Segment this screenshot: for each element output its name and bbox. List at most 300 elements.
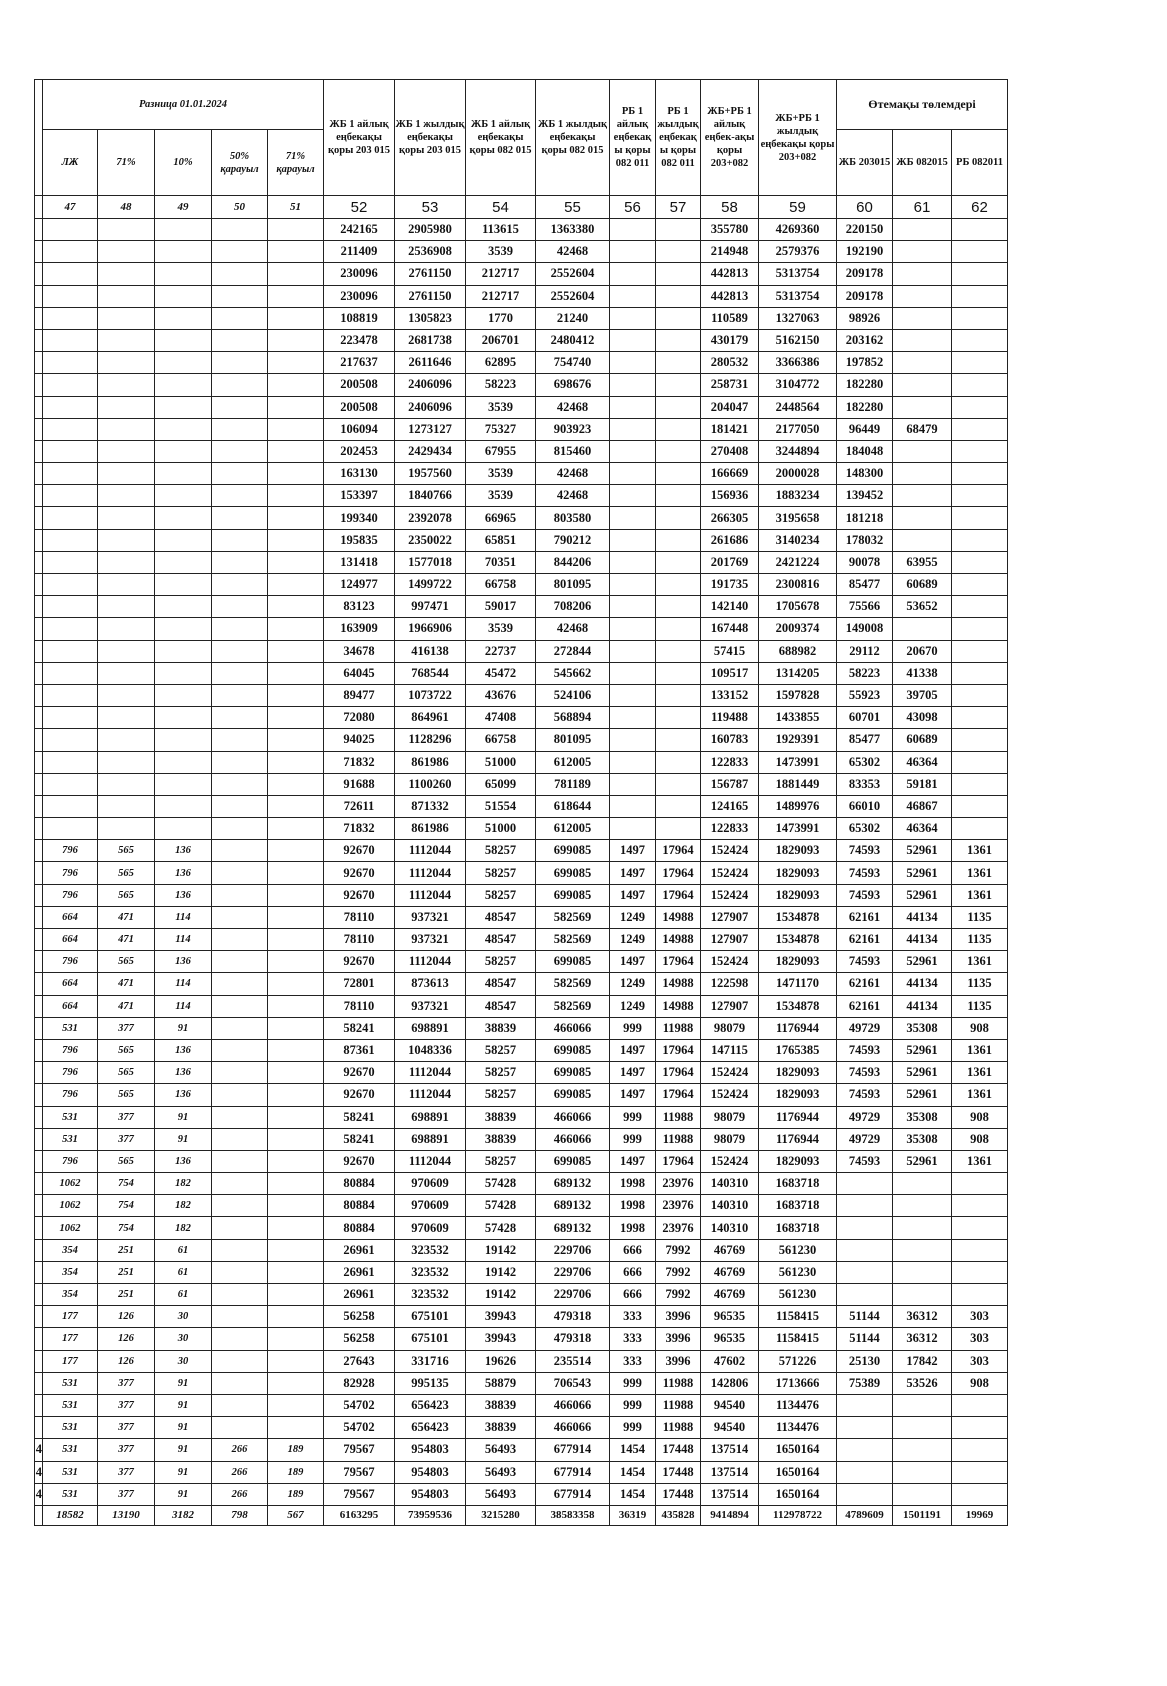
table-cell: [35, 507, 43, 529]
table-cell: [610, 418, 656, 440]
table-row: [35, 1394, 1008, 1416]
table-cell: [268, 507, 324, 529]
table-cell: 189: [268, 1461, 324, 1483]
table-row: [35, 840, 1008, 862]
table-cell: 1112044: [395, 1084, 466, 1106]
table-cell: [656, 684, 701, 706]
table-cell: [952, 440, 1008, 462]
table-cell: [35, 219, 43, 241]
table-cell: 531: [43, 1483, 98, 1505]
table-cell: 1829093: [759, 884, 837, 906]
table-cell: 698676: [536, 374, 610, 396]
table-cell: [98, 640, 155, 662]
table-cell: 47408: [466, 707, 536, 729]
table-cell: 864961: [395, 707, 466, 729]
table-cell: 94540: [701, 1417, 759, 1439]
table-cell: 80884: [324, 1217, 395, 1239]
table-cell: 42468: [536, 463, 610, 485]
table-cell: 1881449: [759, 773, 837, 795]
table-cell: 999: [610, 1128, 656, 1150]
table-cell: [155, 596, 212, 618]
table-cell: [268, 1039, 324, 1061]
table-cell: [656, 485, 701, 507]
table-cell: 479318: [536, 1306, 610, 1328]
table-cell: 36312: [893, 1328, 952, 1350]
table-cell: 182: [155, 1173, 212, 1195]
totals-cell: 9414894: [701, 1505, 759, 1525]
table-cell: [610, 729, 656, 751]
table-cell: 2905980: [395, 219, 466, 241]
table-row: [35, 1039, 1008, 1061]
table-cell: 3539: [466, 463, 536, 485]
table-cell: [268, 707, 324, 729]
table-cell: [43, 618, 98, 640]
table-cell: [212, 1350, 268, 1372]
table-cell: 1433855: [759, 707, 837, 729]
header-71-percent: 71%: [98, 130, 155, 196]
table-row: [35, 551, 1008, 573]
table-cell: 2480412: [536, 329, 610, 351]
table-cell: 65099: [466, 773, 536, 795]
table-cell: [43, 396, 98, 418]
table-cell: [155, 440, 212, 462]
table-row: [35, 1417, 1008, 1439]
table-cell: [212, 352, 268, 374]
table-cell: 2761150: [395, 285, 466, 307]
table-cell: [98, 596, 155, 618]
table-cell: 11988: [656, 1372, 701, 1394]
table-cell: 2406096: [395, 374, 466, 396]
table-cell: [98, 529, 155, 551]
table-cell: 323532: [395, 1239, 466, 1261]
table-cell: 7992: [656, 1284, 701, 1306]
table-cell: 71832: [324, 818, 395, 840]
table-cell: 108819: [324, 307, 395, 329]
table-cell: 618644: [536, 795, 610, 817]
table-cell: [35, 1372, 43, 1394]
header-group-left: Разница 01.01.2024: [43, 80, 324, 130]
table-cell: 1361: [952, 1062, 1008, 1084]
table-cell: 11988: [656, 1106, 701, 1128]
table-cell: 139452: [837, 485, 893, 507]
table-cell: 96449: [837, 418, 893, 440]
column-number: 50: [212, 196, 268, 219]
table-cell: [35, 574, 43, 596]
table-cell: 266: [212, 1439, 268, 1461]
table-cell: 677914: [536, 1461, 610, 1483]
table-cell: 39943: [466, 1328, 536, 1350]
table-row: [35, 329, 1008, 351]
table-cell: [35, 418, 43, 440]
table-cell: 140310: [701, 1217, 759, 1239]
table-cell: 266305: [701, 507, 759, 529]
table-cell: 48547: [466, 929, 536, 951]
table-cell: 122833: [701, 818, 759, 840]
table-cell: [268, 1017, 324, 1039]
table-cell: [610, 773, 656, 795]
table-cell: 38839: [466, 1128, 536, 1150]
table-cell: [212, 818, 268, 840]
table-cell: [98, 795, 155, 817]
table-cell: 17964: [656, 1150, 701, 1172]
table-cell: [837, 1394, 893, 1416]
table-cell: 56493: [466, 1461, 536, 1483]
table-cell: 1327063: [759, 307, 837, 329]
table-cell: [43, 418, 98, 440]
table-cell: [610, 574, 656, 596]
table-cell: 706543: [536, 1372, 610, 1394]
table-cell: 44134: [893, 906, 952, 928]
table-cell: 163909: [324, 618, 395, 640]
table-cell: [35, 1350, 43, 1372]
table-cell: 801095: [536, 574, 610, 596]
table-cell: 197852: [837, 352, 893, 374]
table-cell: 908: [952, 1106, 1008, 1128]
table-cell: [43, 818, 98, 840]
table-cell: [35, 929, 43, 951]
table-cell: 152424: [701, 1150, 759, 1172]
table-cell: [952, 374, 1008, 396]
table-cell: 2300816: [759, 574, 837, 596]
table-cell: 531: [43, 1439, 98, 1461]
table-cell: 251: [98, 1261, 155, 1283]
table-cell: 1957560: [395, 463, 466, 485]
table-cell: 58257: [466, 840, 536, 862]
table-cell: 754: [98, 1195, 155, 1217]
table-cell: 545662: [536, 662, 610, 684]
table-cell: 23976: [656, 1173, 701, 1195]
table-cell: [952, 396, 1008, 418]
table-cell: 48547: [466, 995, 536, 1017]
table-cell: 54702: [324, 1394, 395, 1416]
table-cell: 152424: [701, 951, 759, 973]
table-cell: [212, 1284, 268, 1306]
table-cell: [43, 751, 98, 773]
table-cell: 4: [35, 1483, 43, 1505]
header-50-percent-guard: 50% қарауыл: [212, 130, 268, 196]
table-cell: [837, 1239, 893, 1261]
table-cell: 7992: [656, 1261, 701, 1283]
table-cell: 137514: [701, 1461, 759, 1483]
table-cell: 114: [155, 973, 212, 995]
table-cell: 1770: [466, 307, 536, 329]
table-cell: [98, 818, 155, 840]
table-cell: 178032: [837, 529, 893, 551]
header-col-56: РБ 1 айлық еңбекақ ы қоры 082 011: [610, 80, 656, 196]
table-cell: [155, 729, 212, 751]
table-cell: [35, 773, 43, 795]
table-cell: 582569: [536, 906, 610, 928]
table-cell: 251: [98, 1284, 155, 1306]
table-cell: 1158415: [759, 1306, 837, 1328]
column-number: 56: [610, 196, 656, 219]
table-cell: 229706: [536, 1261, 610, 1283]
table-cell: [35, 241, 43, 263]
table-cell: 3996: [656, 1350, 701, 1372]
table-cell: [98, 485, 155, 507]
table-cell: 62161: [837, 929, 893, 951]
table-cell: [43, 529, 98, 551]
table-cell: [43, 574, 98, 596]
table-cell: 127907: [701, 929, 759, 951]
table-cell: [212, 1328, 268, 1350]
table-cell: 182280: [837, 396, 893, 418]
table-cell: 1135: [952, 929, 1008, 951]
table-cell: 873613: [395, 973, 466, 995]
table-cell: 56493: [466, 1439, 536, 1461]
table-cell: [35, 1394, 43, 1416]
table-cell: 126: [98, 1328, 155, 1350]
table-cell: 5313754: [759, 285, 837, 307]
table-cell: [268, 1394, 324, 1416]
table-cell: [268, 1195, 324, 1217]
table-cell: [268, 352, 324, 374]
table-cell: 471: [98, 929, 155, 951]
table-cell: 11988: [656, 1417, 701, 1439]
table-cell: [98, 463, 155, 485]
table-cell: 1497: [610, 1084, 656, 1106]
table-row: [35, 574, 1008, 596]
table-cell: [212, 463, 268, 485]
table-row: [35, 1350, 1008, 1372]
table-cell: 56493: [466, 1483, 536, 1505]
table-cell: 377: [98, 1483, 155, 1505]
table-cell: [893, 241, 952, 263]
table-cell: [893, 1394, 952, 1416]
table-cell: [35, 1261, 43, 1283]
table-cell: 209178: [837, 263, 893, 285]
table-cell: [212, 574, 268, 596]
table-cell: [268, 729, 324, 751]
table-cell: 1998: [610, 1173, 656, 1195]
table-cell: [893, 1195, 952, 1217]
table-cell: 1499722: [395, 574, 466, 596]
column-number: 60: [837, 196, 893, 219]
table-cell: 666: [610, 1261, 656, 1283]
table-cell: 355780: [701, 219, 759, 241]
table-cell: 17964: [656, 1062, 701, 1084]
table-cell: 64045: [324, 662, 395, 684]
table-cell: 59181: [893, 773, 952, 795]
table-cell: 689132: [536, 1173, 610, 1195]
table-cell: 51144: [837, 1328, 893, 1350]
table-cell: [35, 751, 43, 773]
table-cell: 137514: [701, 1483, 759, 1505]
table-cell: 3539: [466, 485, 536, 507]
table-cell: [268, 1217, 324, 1239]
table-cell: [212, 241, 268, 263]
table-cell: [35, 596, 43, 618]
table-cell: 1273127: [395, 418, 466, 440]
table-row: [35, 507, 1008, 529]
table-cell: 51554: [466, 795, 536, 817]
table-cell: 65302: [837, 751, 893, 773]
table-cell: 796: [43, 884, 98, 906]
table-row: [35, 1150, 1008, 1172]
totals-cell: 38583358: [536, 1505, 610, 1525]
table-cell: 303: [952, 1306, 1008, 1328]
table-cell: 98079: [701, 1017, 759, 1039]
table-cell: 531: [43, 1017, 98, 1039]
table-cell: [98, 551, 155, 573]
table-cell: 999: [610, 1394, 656, 1416]
header-10-percent: 10%: [155, 130, 212, 196]
table-cell: [610, 596, 656, 618]
table-cell: [212, 551, 268, 573]
header-comp-082011: РБ 082011: [952, 130, 1008, 196]
table-cell: [656, 773, 701, 795]
table-cell: 1062: [43, 1195, 98, 1217]
table-cell: 1829093: [759, 862, 837, 884]
table-cell: 1361: [952, 951, 1008, 973]
table-cell: 62161: [837, 995, 893, 1017]
table-cell: 57428: [466, 1217, 536, 1239]
table-cell: 200508: [324, 396, 395, 418]
table-cell: 46769: [701, 1284, 759, 1306]
table-cell: 58257: [466, 1150, 536, 1172]
table-cell: [98, 219, 155, 241]
table-cell: 3539: [466, 241, 536, 263]
table-cell: 781189: [536, 773, 610, 795]
table-cell: 14988: [656, 929, 701, 951]
table-cell: [268, 1150, 324, 1172]
table-cell: [268, 307, 324, 329]
table-cell: 524106: [536, 684, 610, 706]
table-cell: 1176944: [759, 1017, 837, 1039]
table-cell: 61: [155, 1239, 212, 1261]
table-cell: 466066: [536, 1106, 610, 1128]
header-comp-203015: ЖБ 203015: [837, 130, 893, 196]
table-cell: [35, 485, 43, 507]
table-cell: 1966906: [395, 618, 466, 640]
table-cell: 561230: [759, 1239, 837, 1261]
table-cell: [952, 485, 1008, 507]
table-cell: [610, 551, 656, 573]
table-cell: 235514: [536, 1350, 610, 1372]
table-cell: 333: [610, 1328, 656, 1350]
table-cell: 699085: [536, 1062, 610, 1084]
table-cell: [212, 485, 268, 507]
table-cell: 471: [98, 973, 155, 995]
table-cell: 1361: [952, 862, 1008, 884]
table-cell: [268, 951, 324, 973]
table-cell: 65302: [837, 818, 893, 840]
table-row: [35, 1483, 1008, 1505]
table-cell: 62161: [837, 906, 893, 928]
table-cell: 72611: [324, 795, 395, 817]
column-number: 51: [268, 196, 324, 219]
table-cell: 612005: [536, 751, 610, 773]
table-cell: 58241: [324, 1017, 395, 1039]
table-cell: 2177050: [759, 418, 837, 440]
table-cell: 62895: [466, 352, 536, 374]
table-cell: 91: [155, 1017, 212, 1039]
table-cell: 4269360: [759, 219, 837, 241]
table-cell: [268, 463, 324, 485]
table-cell: 708206: [536, 596, 610, 618]
table-cell: [212, 529, 268, 551]
table-cell: 377: [98, 1461, 155, 1483]
table-cell: 1135: [952, 906, 1008, 928]
table-cell: [43, 729, 98, 751]
table-cell: 66758: [466, 729, 536, 751]
table-cell: 42468: [536, 241, 610, 263]
table-cell: [268, 241, 324, 263]
table-cell: 156787: [701, 773, 759, 795]
table-cell: 47602: [701, 1350, 759, 1372]
table-cell: [35, 995, 43, 1017]
totals-cell: 567: [268, 1505, 324, 1525]
table-cell: 14988: [656, 995, 701, 1017]
table-cell: [837, 1261, 893, 1283]
table-cell: 19142: [466, 1261, 536, 1283]
table-cell: [98, 729, 155, 751]
table-cell: 58241: [324, 1106, 395, 1128]
table-cell: 2761150: [395, 263, 466, 285]
table-cell: 200508: [324, 374, 395, 396]
table-cell: [98, 707, 155, 729]
table-cell: [98, 418, 155, 440]
table-cell: [952, 463, 1008, 485]
table-cell: 565: [98, 840, 155, 862]
table-cell: 142140: [701, 596, 759, 618]
table-cell: [656, 329, 701, 351]
table-cell: 80884: [324, 1173, 395, 1195]
column-number: 58: [701, 196, 759, 219]
table-cell: 43098: [893, 707, 952, 729]
table-row: [35, 1106, 1008, 1128]
table-cell: [35, 329, 43, 351]
table-cell: [212, 374, 268, 396]
table-cell: [268, 1417, 324, 1439]
table-cell: 261686: [701, 529, 759, 551]
table-cell: [268, 884, 324, 906]
table-cell: [268, 418, 324, 440]
table-cell: 124977: [324, 574, 395, 596]
table-cell: [212, 1239, 268, 1261]
table-cell: [43, 329, 98, 351]
table-cell: [43, 662, 98, 684]
table-cell: [98, 574, 155, 596]
table-cell: 136: [155, 840, 212, 862]
table-cell: 58257: [466, 1084, 536, 1106]
table-cell: [155, 285, 212, 307]
table-cell: [610, 440, 656, 462]
table-cell: 19142: [466, 1239, 536, 1261]
table-cell: [610, 374, 656, 396]
table-cell: 42468: [536, 618, 610, 640]
table-row: [35, 795, 1008, 817]
table-cell: 91: [155, 1417, 212, 1439]
table-cell: [212, 1372, 268, 1394]
table-cell: 954803: [395, 1439, 466, 1461]
table-cell: 182280: [837, 374, 893, 396]
table-cell: [656, 751, 701, 773]
table-cell: [893, 1173, 952, 1195]
table-cell: [35, 1328, 43, 1350]
table-cell: 61: [155, 1284, 212, 1306]
table-cell: [610, 707, 656, 729]
table-cell: [212, 1128, 268, 1150]
table-cell: [952, 1417, 1008, 1439]
table-cell: [893, 374, 952, 396]
table-cell: [212, 1306, 268, 1328]
table-cell: 79567: [324, 1483, 395, 1505]
table-cell: 1249: [610, 906, 656, 928]
table-cell: 52961: [893, 840, 952, 862]
table-cell: 85477: [837, 574, 893, 596]
table-cell: [268, 929, 324, 951]
